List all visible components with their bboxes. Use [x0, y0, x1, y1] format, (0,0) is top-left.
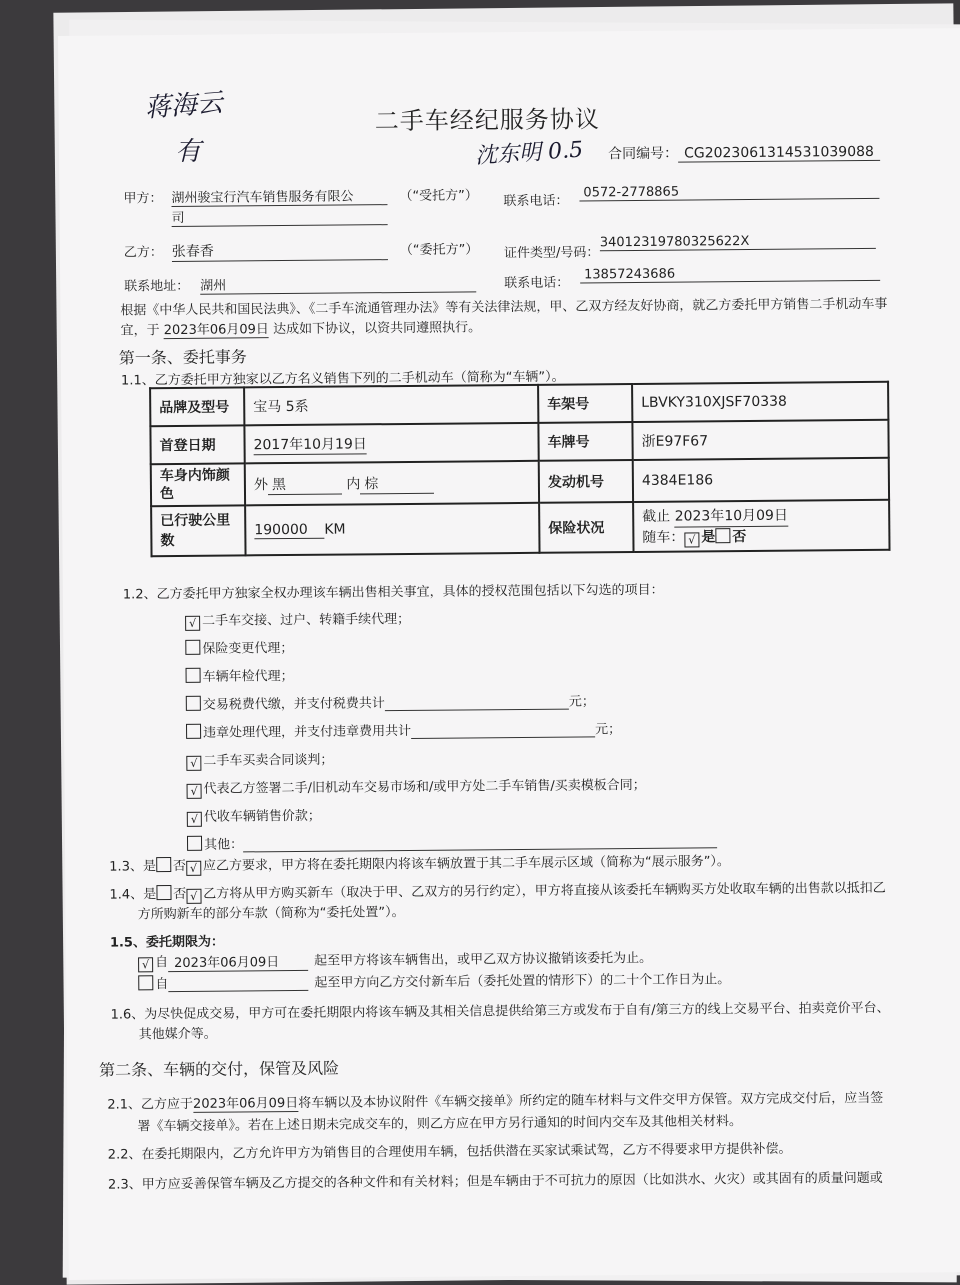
term-option-1-box[interactable]: √	[138, 957, 153, 972]
option-suffix: 元；	[595, 722, 622, 738]
party-b-role: （“委托方”）	[399, 242, 479, 259]
clause-1-3	[109, 850, 730, 876]
handwritten-name: 蒋海云	[143, 87, 224, 124]
option-checkbox[interactable]	[186, 724, 201, 739]
party-a-name: 湖州骏宝行汽车销售服务有限公	[171, 185, 387, 207]
clause-1-3-no: 否	[172, 858, 187, 875]
mileage-unit: KM	[324, 521, 346, 538]
yes-label: 是	[701, 528, 716, 545]
tax-amount-blank[interactable]	[385, 709, 569, 712]
intro-text-a: 宜，于	[120, 323, 160, 339]
term-from-date: 2023年06月09日	[168, 951, 308, 972]
contract-number-label: 合同编号：	[607, 145, 679, 163]
intro-text-b: 达成如下协议，以资共同遵照执行。	[272, 320, 482, 338]
clause-1-5-title: 1.5、委托期限为：	[109, 934, 225, 951]
clause-1-5-row-1	[138, 947, 652, 972]
clause-2-1	[107, 1087, 883, 1114]
party-a-label: 甲方：	[123, 191, 163, 207]
handwritten-signature: 沈东明 0.5	[474, 137, 584, 170]
term-option-1-text: 起至甲方将该车辆售出，或甲乙双方协议撤销该委托为止。	[314, 950, 653, 969]
clause-1-4-text: 乙方将从甲方购买新车（取决于甲、乙双方的另行约定），甲方将直接从该委托车辆购买方处收取车辆的出售款以抵扣乙	[203, 880, 886, 902]
term-from-label-2: 自	[155, 977, 169, 993]
plate-value: 浙E97F67	[632, 420, 888, 460]
violation-amount-blank[interactable]	[411, 736, 595, 739]
interior-color: 棕	[360, 472, 434, 494]
clause-1-2: 1.2、乙方委托甲方独家全权办理该车辆出售相关事宜，具体的授权范围包括以下勾选的项目：	[122, 582, 664, 603]
yes-checkbox[interactable]: √	[684, 532, 699, 547]
color-label-2: 色	[159, 486, 175, 503]
term-from-label: 自	[155, 955, 169, 971]
clause-1-4-line-2: 方所购新车的部分车款（简称为“委托处置”）。	[137, 905, 405, 923]
option-label: 车辆年检代理；	[202, 668, 294, 685]
option-label: 违章处理代理，并支付违章费用共计	[203, 723, 412, 741]
contract-number-value: CG2023061314531039088	[678, 144, 880, 163]
address-value: 湖州	[200, 272, 476, 294]
exterior-color: 黑	[268, 473, 342, 495]
intro-line-2	[120, 316, 481, 339]
contract-page	[58, 28, 960, 1280]
mileage-label	[151, 505, 245, 556]
mileage-label-1: 已行驶公里	[160, 512, 231, 530]
vin-label: 车架号	[538, 384, 632, 423]
option-checkbox[interactable]	[187, 836, 202, 851]
interior-prefix: 内	[346, 475, 361, 493]
clause-1-1: 1.1、乙方委托甲方独家以乙方名义销售下列的二手机动车（简称为“车辆”）。	[120, 369, 565, 389]
party-b-label: 乙方：	[123, 245, 163, 261]
handwritten-note: 有	[174, 136, 202, 167]
party-b-name: 张春香	[172, 239, 388, 262]
clause-2-1-text-a: 2.1、乙方应于	[107, 1096, 194, 1113]
option-checkbox[interactable]: √	[187, 784, 202, 799]
clause-2-1-text-b: 将车辆以及本协议附件《车辆交接单》所约定的随车材料与文件交甲方保管。双方完成交付后，应当签	[298, 1090, 884, 1111]
reg-date-value: 2017年10月19日	[253, 433, 366, 455]
term-option-2-text: 起至甲方向乙方交付新车后（委托处置的情形下）的二十个工作日为止。	[314, 972, 731, 991]
clause-1-4-yes-box[interactable]	[156, 885, 171, 900]
option-checkbox[interactable]: √	[186, 756, 201, 771]
term-from-date-2[interactable]	[168, 990, 308, 992]
address-phone-label: 联系电话：	[504, 275, 570, 292]
no-label: 否	[732, 528, 747, 545]
option-label: 二手车买卖合同谈判；	[203, 752, 334, 769]
reg-date-label: 首登日期	[150, 425, 244, 464]
option-suffix: 元；	[568, 694, 595, 710]
option-checkbox[interactable]	[186, 668, 201, 683]
section-1-heading: 第一条、委托事务	[118, 347, 247, 368]
party-b-id-label: 证件类型/号码：	[503, 245, 600, 262]
insurance-with-label: 随车：	[642, 529, 685, 546]
intro-line-1: 根据《中华人民共和国民法典》、《二手车流通管理办法》等有关法律法规，甲、乙双方经友好协商，就乙方委托甲方销售二手机动车事	[120, 296, 888, 319]
option-label: 代收车辆销售价款；	[203, 808, 321, 825]
option-label: 交易税费代缴，并支付税费共计	[202, 696, 385, 713]
option-checkbox[interactable]	[186, 696, 201, 711]
color-cell	[245, 461, 539, 506]
mileage-value: 190000	[254, 521, 324, 539]
clause-1-5-row-2	[138, 968, 730, 992]
brand-label: 品牌及型号	[150, 387, 244, 426]
clause-1-3-text: 应乙方要求，甲方将在委托期限内将该车辆放置于其二手车展示区域（简称为“展示服务”）。	[202, 854, 730, 874]
plate-label: 车牌号	[538, 422, 632, 461]
clause-1-3-yes-box[interactable]	[156, 857, 171, 872]
reg-date-cell	[244, 423, 538, 464]
contract-number	[608, 141, 880, 163]
clause-2-1-line-2: 署《车辆交接单》。若在上述日期未完成交车的，则乙方应在甲方另行通知的时间内交车及其他相关材料。	[137, 1114, 743, 1135]
color-label	[151, 463, 245, 506]
insurance-until-date: 2023年10月09日	[675, 505, 788, 527]
engine-value: 4384E186	[633, 458, 889, 502]
option-label: 保险变更代理；	[202, 640, 294, 657]
address-phone: 13857243686	[580, 265, 880, 284]
intro-date: 2023年06月09日	[164, 318, 269, 339]
insurance-label: 保险状况	[539, 502, 633, 553]
insurance-until-label: 截止	[642, 508, 671, 525]
option-list	[185, 605, 717, 862]
clause-2-2: 2.2、在委托期限内，乙方允许甲方为销售目的合理使用车辆，包括供潜在买家试乘试驾，乙方不得要求甲方提供补偿。	[107, 1141, 792, 1163]
term-option-2-box[interactable]	[138, 975, 153, 990]
clause-1-4-no: 否	[173, 886, 187, 903]
option-checkbox[interactable]	[185, 640, 200, 655]
clause-1-6: 1.6、为尽快促成交易，甲方可在委托期限内将该车辆及其相关信息提供给第三方或发布于自有/第三方的线上交易平台、拍卖竞价平台、	[110, 1000, 890, 1023]
delivery-date: 2023年06月09日	[193, 1092, 298, 1113]
party-b-id: 34012319780325622X	[600, 233, 876, 251]
option-label: 其他：	[204, 837, 244, 853]
no-checkbox[interactable]	[715, 528, 730, 543]
mileage-label-2: 数	[160, 533, 175, 550]
clause-1-6-line-2: 其他媒介等。	[138, 1026, 217, 1043]
party-a-phone: 0572-2778865	[579, 183, 879, 202]
vehicle-table	[149, 381, 890, 557]
option-label: 代表乙方签署二手/旧机动车交易市场和/或甲方处二手车销售/买卖模板合同；	[203, 777, 646, 797]
clause-2-3: 2.3、甲方应妥善保管车辆及乙方提交的各种文件和有关材料；但是车辆由于不可抗力的原因（比如洪水、火灾）或其固有的质量问题或	[107, 1170, 883, 1193]
vin-value: LBVKY310XJSF70338	[632, 382, 888, 422]
clause-1-4-no-box[interactable]: √	[186, 889, 201, 904]
insurance-cell	[633, 500, 889, 552]
brand-value: 宝马 5系	[244, 385, 538, 426]
party-a-phone-label: 联系电话：	[503, 193, 569, 210]
color-label-1: 车身内饰颜	[159, 467, 230, 485]
page-title: 二手车经纪服务协议	[374, 105, 600, 136]
option-checkbox[interactable]: √	[187, 812, 202, 827]
clause-1-4	[109, 877, 885, 905]
party-a-role: （“受托方”）	[399, 188, 478, 205]
section-2-heading: 第二条、车辆的交付，保管及风险	[98, 1058, 340, 1080]
mileage-cell	[245, 503, 539, 556]
party-a-name-2: 司	[171, 205, 387, 227]
option-checkbox[interactable]: √	[185, 616, 200, 631]
address-label: 联系地址：	[124, 278, 190, 295]
option-label: 二手车交接、过户、转籍手续代理；	[202, 611, 411, 629]
exterior-prefix: 外	[253, 476, 268, 493]
clause-1-3-no-box[interactable]: √	[186, 861, 201, 876]
engine-label: 发动机号	[539, 460, 633, 503]
clause-1-4-yes: 1.4、是	[109, 887, 157, 903]
clause-1-3-yes: 1.3、是	[109, 859, 157, 875]
